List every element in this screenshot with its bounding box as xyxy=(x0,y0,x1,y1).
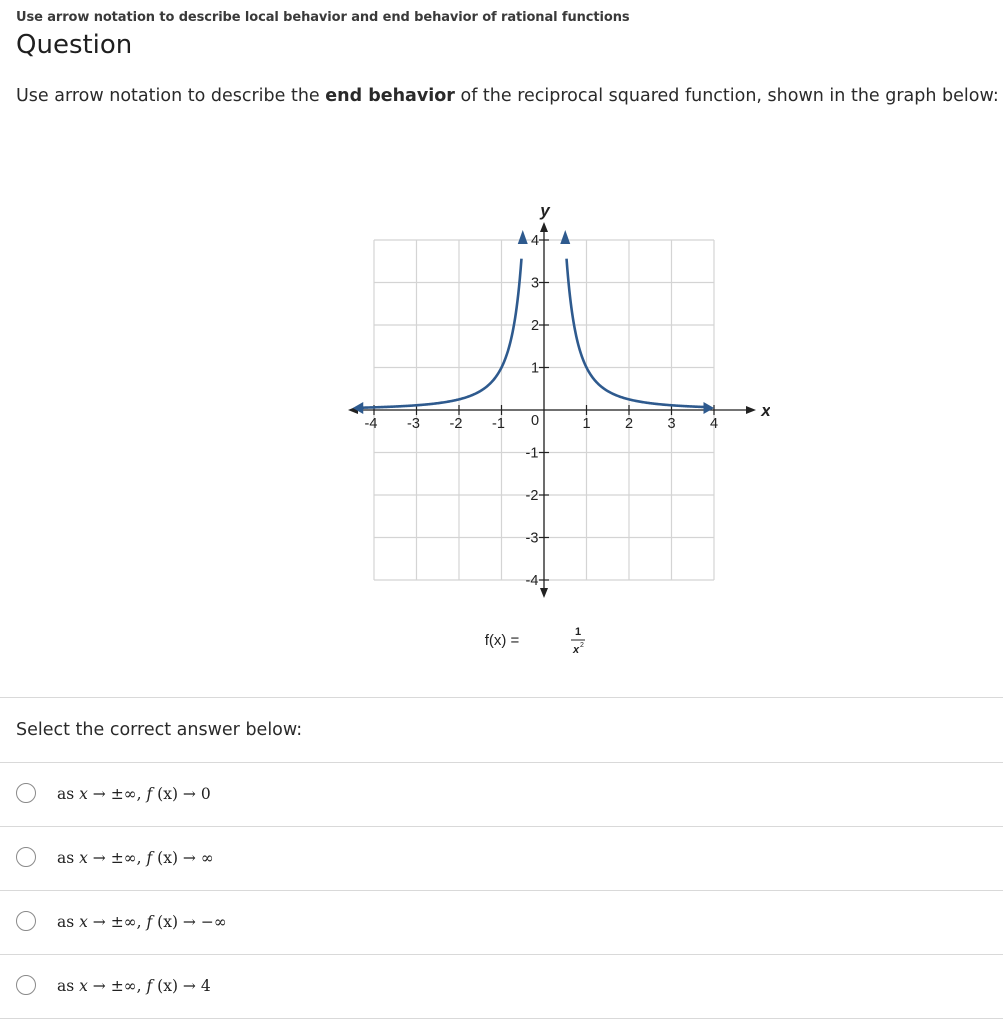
x-tick-label: 1 xyxy=(582,416,591,432)
opt-prefix: as xyxy=(57,849,80,867)
caption-lhs: f(x) = xyxy=(484,632,520,649)
opt-arrow: → ±∞, xyxy=(87,785,147,803)
answer-option[interactable] xyxy=(0,763,1003,826)
answer-option-label xyxy=(57,785,211,803)
opt-fn: f xyxy=(146,977,153,995)
opt-arrow: → ±∞, xyxy=(87,913,147,931)
opt-result: → 4 xyxy=(178,977,211,995)
origin-label: 0 xyxy=(530,413,540,429)
opt-prefix: as xyxy=(57,977,80,995)
question-text xyxy=(16,86,999,106)
x-axis-label: x xyxy=(761,401,770,420)
y-tick-label: -3 xyxy=(525,530,539,547)
opt-var: x xyxy=(79,977,88,995)
opt-result: → −∞ xyxy=(178,913,227,931)
select-prompt: Select the correct answer below: xyxy=(16,720,303,740)
divider xyxy=(0,1018,1003,1019)
opt-fn: f xyxy=(146,849,153,867)
y-tick-label: -2 xyxy=(525,488,539,504)
opt-arrow: → ±∞, xyxy=(87,977,147,995)
answer-option[interactable] xyxy=(0,891,1003,954)
graph xyxy=(340,190,770,680)
x-axis-arrow-right xyxy=(746,406,756,414)
x-tick-label: -1 xyxy=(492,416,505,432)
opt-prefix: as xyxy=(57,785,80,803)
question-text-after: of the reciprocal squared function, shown in the graph below: xyxy=(454,86,999,106)
opt-fn: f xyxy=(146,785,153,803)
graph-svg xyxy=(340,190,770,680)
y-axis-label: y xyxy=(540,201,550,220)
opt-result: → 0 xyxy=(178,785,211,803)
y-tick-label: 2 xyxy=(530,318,540,334)
opt-arg: (x) xyxy=(152,849,178,867)
caption-numerator: 1 xyxy=(574,626,582,638)
curve-right-branch xyxy=(567,259,706,407)
y-tick-label: -1 xyxy=(525,445,539,462)
answer-option[interactable] xyxy=(0,955,1003,1018)
opt-arg: (x) xyxy=(152,785,178,803)
opt-prefix: as xyxy=(57,913,80,931)
question-text-before: Use arrow notation to describe the xyxy=(16,86,326,106)
opt-var: x xyxy=(79,913,88,931)
y-tick-label: 3 xyxy=(530,275,540,292)
curve-arrow-up-left xyxy=(518,230,528,244)
y-tick-label: 4 xyxy=(530,233,540,249)
caption-exponent: 2 xyxy=(580,642,584,649)
graph-axes xyxy=(348,222,756,598)
x-tick-label: 3 xyxy=(667,416,676,432)
opt-result: → ∞ xyxy=(178,849,214,867)
page-title: Question xyxy=(16,30,133,60)
opt-var: x xyxy=(79,849,88,867)
answer-option-label xyxy=(57,849,214,867)
y-axis-arrow-down xyxy=(540,588,548,598)
x-tick-label: -3 xyxy=(407,416,420,432)
y-tick-label: -4 xyxy=(525,573,539,589)
answer-option-label xyxy=(57,913,227,931)
radio-button[interactable] xyxy=(16,783,36,803)
opt-arrow: → ±∞, xyxy=(87,849,147,867)
question-text-bold: end behavior xyxy=(325,86,455,106)
x-tick-label: -2 xyxy=(449,416,463,432)
radio-button[interactable] xyxy=(16,847,36,867)
x-tick-label: -4 xyxy=(364,416,378,432)
curve-arrow-up-right xyxy=(560,230,570,244)
radio-button[interactable] xyxy=(16,911,36,931)
caption-denominator: x xyxy=(572,644,580,656)
curve-arrow-right xyxy=(704,402,715,414)
opt-fn: f xyxy=(146,913,153,931)
radio-button[interactable] xyxy=(16,975,36,995)
curve-left-branch xyxy=(361,259,521,408)
x-tick-label: 2 xyxy=(624,416,634,432)
opt-arg: (x) xyxy=(152,977,178,995)
divider xyxy=(0,697,1003,698)
opt-arg: (x) xyxy=(152,913,178,931)
y-tick-label: 1 xyxy=(530,360,540,377)
answer-option[interactable] xyxy=(0,827,1003,890)
x-tick-label: 4 xyxy=(709,416,719,432)
answer-option-label xyxy=(57,977,211,995)
y-axis-arrow-up xyxy=(540,222,548,232)
breadcrumb: Use arrow notation to describe local behavior and end behavior of rational functions xyxy=(16,10,630,25)
graph-caption xyxy=(485,626,585,656)
opt-var: x xyxy=(79,785,88,803)
